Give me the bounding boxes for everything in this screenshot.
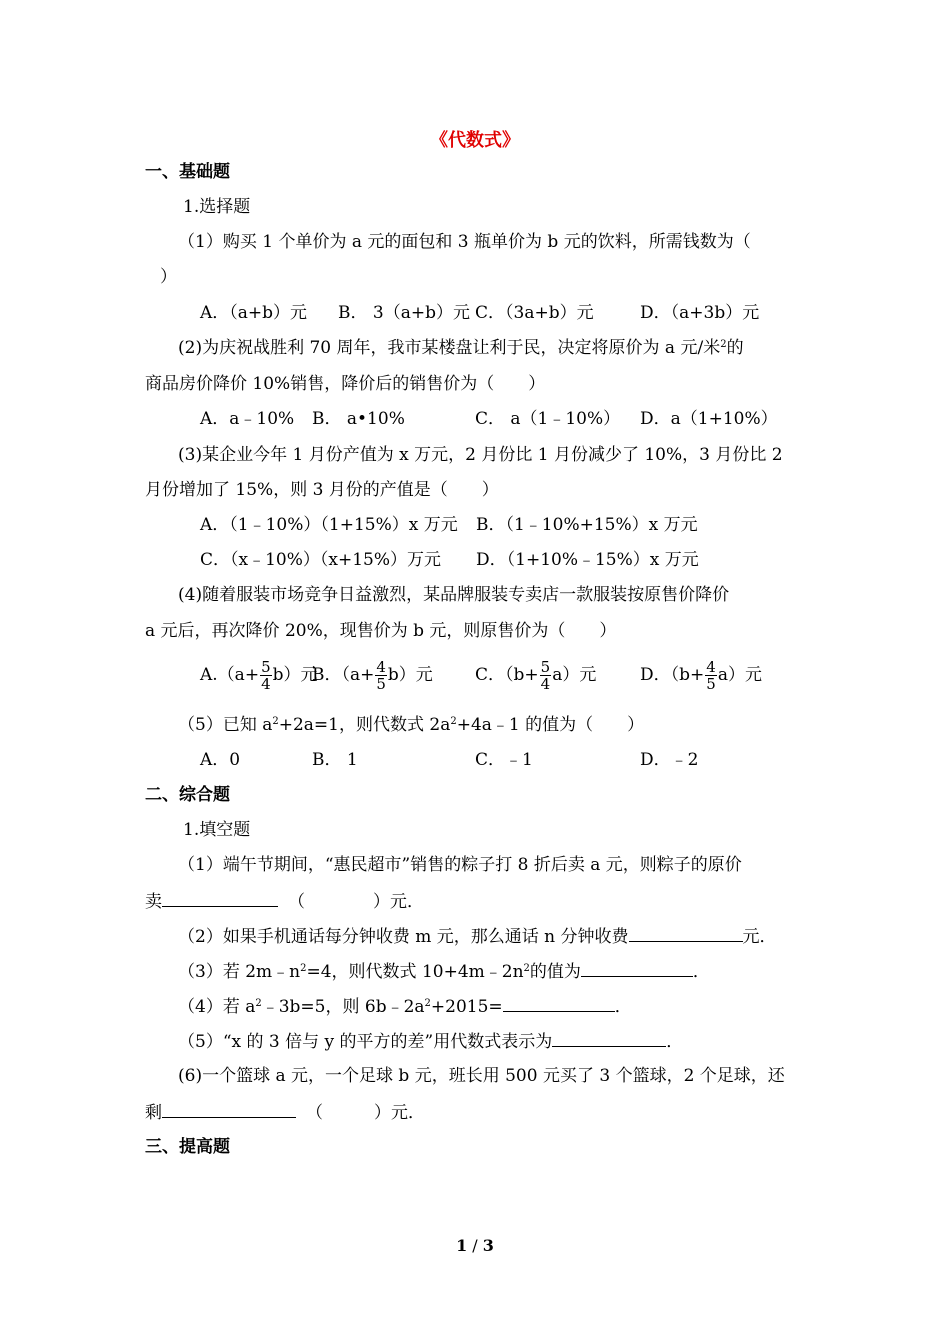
q1-option-c: C．（3a+b）元 — [475, 303, 594, 323]
q4-a-denominator: 4 — [261, 675, 271, 693]
subsection-fill-blank: 1.填空题 — [183, 820, 251, 840]
q4-stem-line1: (4)随着服装市场竞争日益激烈，某品牌服装专卖店一款服装按原售价降价 — [178, 585, 730, 605]
f5-stem — [178, 1030, 683, 1053]
f4-stem — [178, 995, 632, 1018]
q2-option-d: D．a（1+10%） — [640, 409, 778, 429]
q4-b-fraction — [375, 659, 387, 692]
f4-text-3: +2015= — [430, 997, 503, 1017]
q5-sup-1: 2 — [272, 716, 279, 727]
q4-a-fraction — [260, 659, 272, 692]
f1-stem-line2 — [145, 890, 424, 913]
q2-stem-line1 — [178, 337, 744, 359]
q1-stem-line2: ） — [160, 267, 177, 287]
page-number — [0, 1236, 950, 1255]
f6-stem-line1: (6)一个篮球 a 元，一个足球 b 元，班长用 500 元买了 3 个篮球，2 个足球，还 — [178, 1066, 785, 1086]
page-separator: / — [467, 1236, 483, 1255]
f4-sup-1: 2 — [255, 998, 262, 1009]
total-pages: 3 — [482, 1236, 494, 1255]
q4-option-d — [640, 658, 762, 692]
q4-option-b — [312, 658, 433, 692]
q5-option-d: D．﹣2 — [640, 750, 699, 770]
section-heading-advanced: 三、提高题 — [145, 1137, 230, 1157]
q4-d-suffix: a）元 — [717, 665, 762, 685]
q4-d-numerator: 4 — [706, 658, 716, 676]
f3-text-3: 的值为 — [529, 962, 581, 982]
q5-option-c: C．﹣1 — [475, 750, 533, 770]
f1-prefix: 卖 — [145, 892, 162, 912]
q2-stem-line2: 商品房价降价 10%销售，降价后的销售价为（ ） — [145, 374, 546, 394]
f6-suffix: （ ）元． — [306, 1103, 425, 1123]
q4-option-c — [475, 658, 596, 692]
q5-text-2: +2a=1，则代数式 2a — [278, 715, 451, 735]
q3-stem-line2: 月份增加了 15%，则 3 月份的产值是（ ） — [145, 480, 499, 500]
q1-option-d: D．（a+3b）元 — [640, 303, 760, 323]
section-heading-basic: 一、基础题 — [145, 162, 230, 182]
f4-text-2: ﹣3b=5，则 6b﹣2a — [261, 997, 425, 1017]
q4-option-a — [200, 658, 318, 692]
q4-b-denominator: 5 — [376, 675, 386, 693]
q5-sup-2: 2 — [450, 716, 457, 727]
q1-stem-line1: （1）购买 1 个单价为 a 元的面包和 3 瓶单价为 b 元的饮料，所需钱数为（ — [178, 232, 751, 252]
q3-option-d: D．（1+10%﹣15%）x 万元 — [476, 550, 699, 570]
q5-option-b: B． 1 — [312, 750, 358, 770]
f3-answer-blank[interactable] — [581, 960, 693, 977]
q5-stem — [178, 714, 644, 736]
f6-prefix: 剩 — [145, 1103, 162, 1123]
f4-sup-2: 2 — [424, 998, 431, 1009]
q5-text-3: +4a﹣1 的值为（ ） — [456, 715, 645, 735]
f3-sup-2: 2 — [523, 963, 530, 974]
q4-c-prefix: C．（b+ — [475, 665, 539, 685]
q4-c-denominator: 4 — [540, 675, 551, 693]
f1-stem-line1: （1）端午节期间，“惠民超市”销售的粽子打 8 折后卖 a 元，则粽子的原价 — [178, 855, 742, 875]
q4-d-denominator: 5 — [706, 675, 716, 693]
f2-answer-blank[interactable] — [629, 925, 743, 942]
f3-period: ． — [692, 962, 710, 982]
q4-c-fraction — [540, 659, 552, 692]
q2-option-c: C． a（1﹣10%） — [475, 409, 621, 429]
current-page: 1 — [456, 1236, 468, 1255]
q4-b-prefix: B．（a+ — [312, 665, 375, 685]
q4-d-prefix: D．（b+ — [640, 665, 705, 685]
f4-text-1: （4）若 a — [178, 997, 256, 1017]
q4-c-suffix: a）元 — [552, 665, 597, 685]
f3-stem — [178, 960, 710, 983]
q5-text-1: （5）已知 a — [178, 715, 273, 735]
f5-answer-blank[interactable] — [552, 1030, 666, 1047]
section-heading-comprehensive: 二、综合题 — [145, 785, 230, 805]
f5-text: （5）“x 的 3 倍与 y 的平方的差”用代数式表示为 — [178, 1032, 553, 1052]
q4-c-numerator: 5 — [540, 658, 551, 676]
f3-text-2: =4，则代数式 10+4m﹣2n — [306, 962, 524, 982]
q4-b-suffix: b）元 — [387, 665, 433, 685]
q2-superscript: 2 — [720, 339, 727, 350]
q1-option-b: B． 3（a+b）元 — [338, 303, 470, 323]
q1-option-a: A．（a+b）元 — [200, 303, 308, 323]
f1-answer-blank[interactable] — [162, 890, 278, 907]
f4-answer-blank[interactable] — [503, 995, 615, 1012]
q3-stem-line1: (3)某企业今年 1 月份产值为 x 万元，2 月份比 1 月份减少了 10%，3 月份比 2 — [178, 445, 783, 465]
q3-option-b: B．（1﹣10%+15%）x 万元 — [476, 515, 698, 535]
q3-option-a: A．（1﹣10%）（1+15%）x 万元 — [200, 515, 458, 535]
q4-a-prefix: A.（a+ — [200, 665, 260, 685]
document-title: 《代数式》 — [430, 130, 520, 151]
q2-stem-tail: 的 — [726, 338, 744, 358]
f6-answer-blank[interactable] — [162, 1101, 296, 1118]
f5-period: ． — [666, 1032, 684, 1052]
f2-suffix: 元． — [742, 927, 777, 947]
q2-stem-text: (2)为庆祝战胜利 70 周年，我市某楼盘让利于民，决定将原价为 a 元/米 — [178, 338, 721, 358]
f3-sup-1: 2 — [300, 963, 307, 974]
q3-option-c: C．（x﹣10%）（x+15%）万元 — [200, 550, 441, 570]
f4-period: ． — [614, 997, 632, 1017]
f3-text-1: （3）若 2m﹣n — [178, 962, 301, 982]
f2-prefix: （2）如果手机通话每分钟收费 m 元，那么通话 n 分钟收费 — [178, 927, 629, 947]
f2-stem — [178, 925, 777, 948]
q4-d-fraction — [705, 659, 717, 692]
f1-suffix: （ ）元． — [288, 892, 424, 912]
q4-a-suffix: b）元 — [272, 665, 318, 685]
q5-option-a: A．0 — [200, 750, 241, 770]
f6-stem-line2 — [145, 1101, 425, 1124]
q2-option-b: B． a•10% — [312, 409, 405, 429]
q4-stem-line2: a 元后，再次降价 20%，现售价为 b 元，则原售价为（ ） — [145, 621, 617, 641]
q2-option-a: A．a﹣10% — [200, 409, 295, 429]
q4-b-numerator: 4 — [376, 658, 386, 676]
subsection-choice: 1.选择题 — [183, 197, 251, 217]
q4-a-numerator: 5 — [261, 658, 271, 676]
